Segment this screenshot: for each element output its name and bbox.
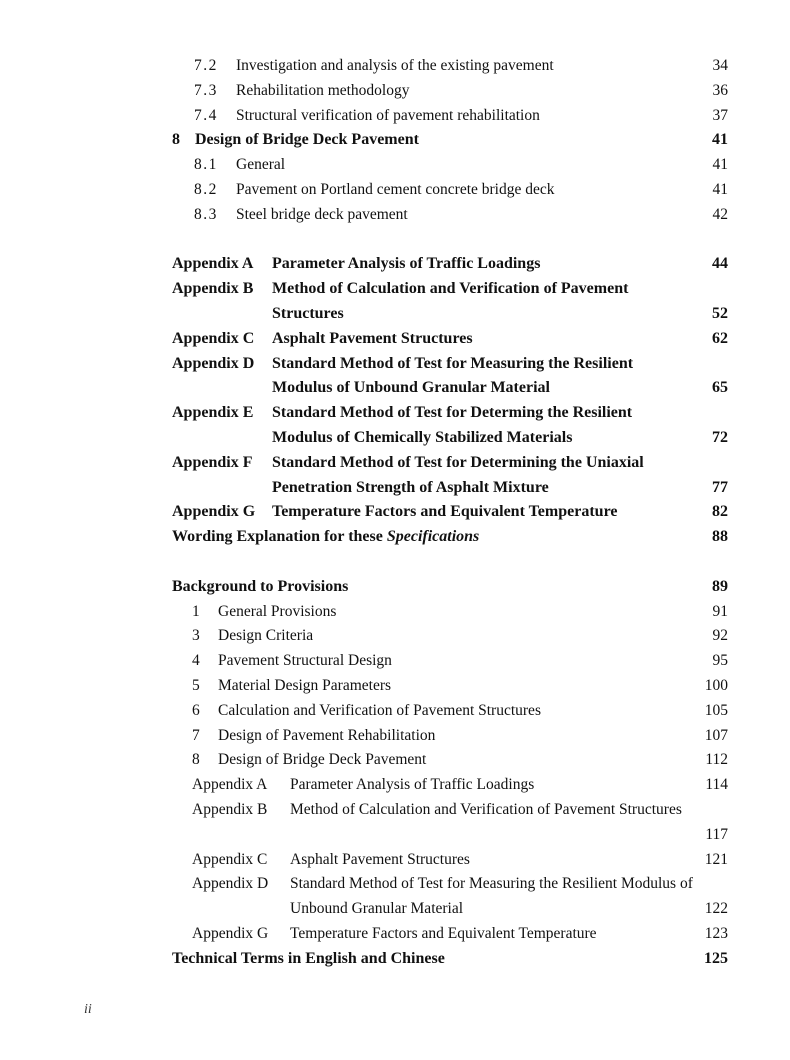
- page-number: 36: [712, 81, 728, 99]
- page-number: 52: [712, 305, 728, 322]
- appendix-label: Appendix G: [172, 503, 256, 521]
- toc-row: [0, 376, 790, 401]
- appendix-label: Appendix C: [172, 329, 255, 347]
- page-number: 88: [712, 528, 728, 546]
- toc-row: [0, 451, 790, 476]
- chapter-title: General Provisions: [218, 602, 337, 620]
- appendix-label: Appendix D: [172, 354, 255, 372]
- appendix-label: Appendix B: [192, 801, 268, 818]
- toc-row: [0, 203, 790, 228]
- section-title: Structural verification of pavement rehabilitation: [236, 106, 540, 124]
- toc-row: [0, 352, 790, 377]
- page-number: 95: [712, 652, 728, 670]
- appendix-title: Asphalt Pavement Structures: [290, 850, 470, 868]
- appendix-title: Standard Method of Test for Determining the Uniaxial: [272, 453, 644, 471]
- toc-row: [0, 525, 790, 550]
- page-number: 41: [712, 131, 728, 149]
- section-number: 8: [172, 131, 180, 149]
- appendix-title: Standard Method of Test for Determing the Resilient: [272, 404, 633, 422]
- toc-row: [0, 922, 790, 947]
- appendix-title: Standard Method of Test for Measuring the Resilient Modulus of: [290, 875, 693, 893]
- section-number: 8.3: [194, 205, 218, 223]
- appendix-title: Standard Method of Test for Measuring the Resilient: [272, 354, 634, 372]
- page-number: 77: [712, 478, 728, 496]
- toc-row: [0, 624, 790, 649]
- page-number: 100: [704, 677, 728, 694]
- background-heading: Background to Provisions: [172, 577, 349, 595]
- appendix-title: Penetration Strength of Asphalt Mixture: [272, 478, 549, 496]
- page-number: 41: [712, 156, 728, 174]
- section-number: 7.4: [194, 106, 218, 124]
- toc-row: [0, 823, 790, 848]
- page-number: 65: [712, 379, 728, 397]
- page-number: 122: [704, 900, 728, 918]
- appendix-label: Appendix D: [192, 875, 269, 893]
- chapter-number: 4: [192, 652, 200, 670]
- chapter-title: Design of Bridge Deck Pavement: [218, 751, 427, 769]
- page-number: 89: [712, 577, 728, 595]
- toc-row: [0, 947, 790, 972]
- page-number: 112: [705, 751, 728, 769]
- appendix-title: Modulus of Chemically Stabilized Materials: [272, 429, 573, 446]
- chapter-title: Design Criteria: [218, 627, 314, 645]
- page-number: 34: [712, 57, 728, 74]
- appendix-title: Parameter Analysis of Traffic Loadings: [272, 255, 541, 273]
- chapter-number: 8: [192, 751, 200, 769]
- toc-row: [0, 848, 790, 873]
- toc-row: [0, 54, 790, 79]
- appendix-label: Appendix A: [172, 255, 254, 273]
- page-number: 91: [712, 602, 728, 620]
- appendix-label: Appendix B: [172, 280, 254, 298]
- page-number: 114: [705, 776, 728, 794]
- appendix-title: Unbound Granular Material: [290, 900, 464, 918]
- toc-row: [0, 401, 790, 426]
- appendix-label: Appendix E: [172, 404, 254, 422]
- toc-row: [0, 575, 790, 600]
- toc-row: [0, 600, 790, 625]
- section-number: 7.2: [194, 57, 218, 74]
- page-number: 41: [712, 181, 728, 198]
- chapter-title: Material Design Parameters: [218, 677, 392, 694]
- toc-row: [0, 178, 790, 203]
- page-number: 121: [704, 850, 728, 868]
- appendix-title: Modulus of Unbound Granular Material: [272, 379, 550, 397]
- toc-row: [0, 872, 790, 897]
- toc-row: [0, 773, 790, 798]
- toc-row: [0, 649, 790, 674]
- appendix-title: Structures: [272, 305, 344, 322]
- wording-explanation: [172, 525, 479, 550]
- chapter-title: Pavement Structural Design: [218, 652, 392, 670]
- appendix-title: Parameter Analysis of Traffic Loadings: [290, 776, 535, 794]
- page-number: 44: [712, 255, 728, 273]
- toc-row: [0, 674, 790, 699]
- page-number: 42: [712, 205, 728, 223]
- wording-italic: Specifications: [386, 528, 480, 546]
- appendix-title: Method of Calculation and Verification of Pavement: [272, 280, 629, 298]
- wording-prefix: Wording Explanation for these: [172, 528, 387, 546]
- page-number: 117: [705, 825, 728, 843]
- appendix-title: Temperature Factors and Equivalent Temperature: [272, 503, 618, 521]
- chapter-number: 7: [192, 726, 200, 744]
- appendix-title: Asphalt Pavement Structures: [272, 329, 473, 347]
- section-title: Design of Bridge Deck Pavement: [195, 131, 419, 149]
- chapter-number: 1: [192, 602, 200, 620]
- section-title: General: [236, 156, 286, 174]
- appendix-label: Appendix C: [192, 850, 268, 868]
- page-number: 125: [704, 949, 728, 967]
- chapter-title: Design of Pavement Rehabilitation: [218, 726, 436, 744]
- toc-row: [0, 128, 790, 153]
- toc-row: [0, 748, 790, 773]
- technical-terms: Technical Terms in English and Chinese: [172, 949, 445, 967]
- appendix-title: Temperature Factors and Equivalent Temperature: [290, 925, 597, 942]
- chapter-number: 3: [192, 627, 200, 645]
- toc-row: [0, 897, 790, 922]
- page-number: 37: [712, 106, 728, 124]
- toc-row: [0, 79, 790, 104]
- toc-row: [0, 153, 790, 178]
- appendix-label: Appendix F: [172, 453, 253, 471]
- section-title: Steel bridge deck pavement: [236, 205, 408, 223]
- page-number: 82: [712, 503, 728, 521]
- page-number: 92: [712, 627, 728, 645]
- toc-row: [0, 724, 790, 749]
- toc-row: [0, 500, 790, 525]
- section-title: Pavement on Portland cement concrete bridge deck: [236, 181, 555, 198]
- section-title: Investigation and analysis of the existing pavement: [236, 57, 554, 74]
- toc-row: [0, 252, 790, 277]
- toc-row: [0, 798, 790, 823]
- toc-row: [0, 302, 790, 327]
- page-folio: ii: [84, 1002, 92, 1017]
- section-number: 8.2: [194, 181, 218, 198]
- page-number: 62: [712, 329, 728, 347]
- chapter-number: 5: [192, 677, 200, 694]
- toc-row: [0, 277, 790, 302]
- page-number: 107: [704, 726, 728, 744]
- page-number: 123: [704, 925, 728, 942]
- chapter-number: 6: [192, 701, 200, 719]
- section-title: Rehabilitation methodology: [236, 81, 410, 99]
- section-number: 7.3: [194, 81, 218, 99]
- toc-row: [0, 476, 790, 501]
- toc-row: [0, 426, 790, 451]
- chapter-title: Calculation and Verification of Pavement Structures: [218, 701, 541, 719]
- page-number: 72: [712, 429, 728, 446]
- toc-row: [0, 327, 790, 352]
- toc-row: [0, 699, 790, 724]
- section-number: 8.1: [194, 156, 218, 174]
- toc-row: [0, 104, 790, 129]
- page-number: 105: [704, 701, 728, 719]
- appendix-title: Method of Calculation and Verification of Pavement Structures: [290, 801, 682, 818]
- appendix-label: Appendix A: [192, 776, 268, 794]
- appendix-label: Appendix G: [192, 925, 269, 942]
